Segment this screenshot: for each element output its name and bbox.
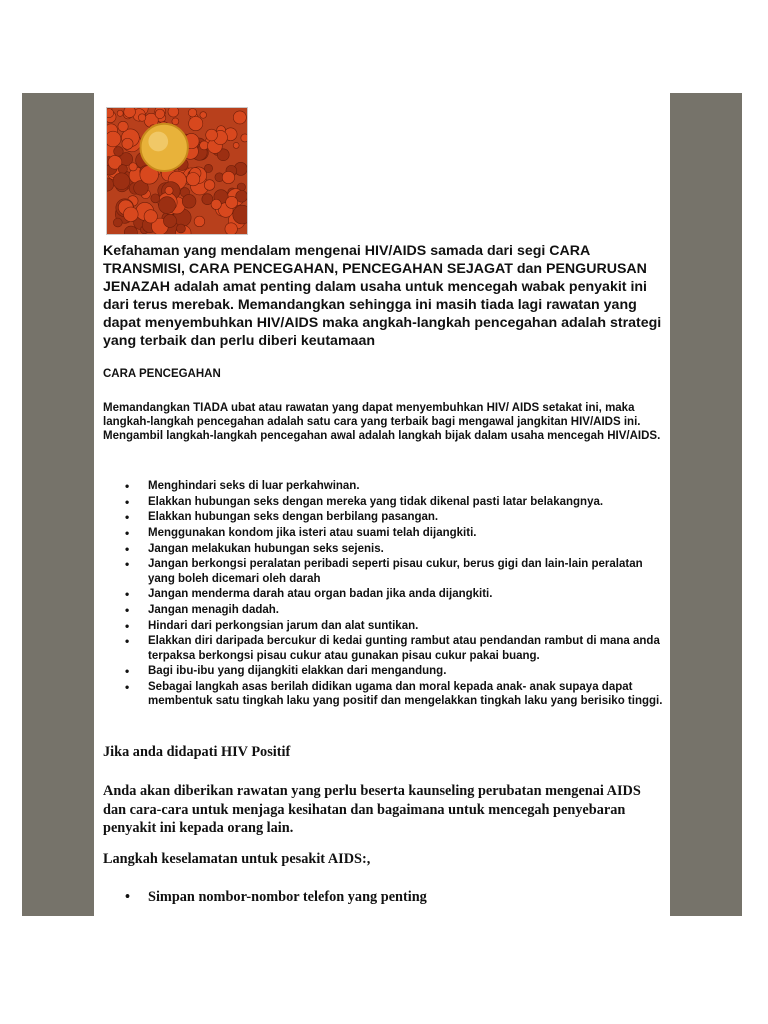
hiv-positive-paragraph: Anda akan diberikan rawatan yang perlu beserta kaunseling perubatan mengenai AIDS dan cara-cara untuk menjaga kesihatan dan bagaimana untuk mencegah penyebaran penyakit ini kepada orang lain. bbox=[103, 783, 641, 836]
hiv-positive-heading: Jika anda didapati HIV Positif bbox=[103, 744, 291, 760]
list-item: • Elakkan diri daripada bercukur di kedai gunting rambut atau pendandan rambut di mana anda terpaksa berkongsi pisau cukur atau gunakan pisau cukur pakai buang. bbox=[123, 634, 663, 663]
prevention-paragraph: Memandangkan TIADA ubat atau rawatan yang dapat menyembuhkan HIV/ AIDS setakat ini, maka langkah-langkah pencegahan adalah satu cara yang terbaik bagi mengawal jangkitan HIV/AIDS ini. Mengambil langkah-langkah pencegahan awal adalah langkah bijak dalam usaha mencegah HIV/AIDS. bbox=[103, 402, 661, 443]
list-item: • Elakkan hubungan seks dengan mereka yang tidak dikenal pasti latar belakangnya. bbox=[123, 495, 663, 509]
prevention-list bbox=[123, 479, 663, 710]
list-item: • Menghindari seks di luar perkahwinan. bbox=[123, 479, 663, 493]
safety-steps-heading: Langkah keselamatan untuk pesakit AIDS:, bbox=[103, 851, 371, 867]
list-item: • Menggunakan kondom jika isteri atau suami telah dijangkiti. bbox=[123, 526, 663, 540]
list-item: • Jangan menderma darah atau organ badan jika anda dijangkiti. bbox=[123, 587, 663, 601]
virus-microscopy-image bbox=[106, 107, 248, 235]
list-item: • Simpan nombor-nombor telefon yang penting bbox=[123, 888, 427, 906]
right-margin-bar bbox=[670, 93, 742, 916]
list-item: • Jangan berkongsi peralatan peribadi seperti pisau cukur, berus gigi dan lain-lain peralatan yang boleh dicemari oleh darah bbox=[123, 557, 663, 586]
list-item: • Jangan melakukan hubungan seks sejenis. bbox=[123, 542, 663, 556]
list-item: • Elakkan hubungan seks dengan berbilang pasangan. bbox=[123, 510, 663, 524]
left-margin-bar bbox=[22, 93, 94, 916]
list-item: • Hindari dari perkongsian jarum dan alat suntikan. bbox=[123, 619, 663, 633]
list-item: • Bagi ibu-ibu yang dijangkiti elakkan dari mengandung. bbox=[123, 664, 663, 678]
document-page bbox=[94, 93, 670, 916]
section-heading-prevention: CARA PENCEGAHAN bbox=[103, 368, 221, 380]
list-item: • Jangan menagih dadah. bbox=[123, 603, 663, 617]
intro-paragraph: Kefahaman yang mendalam mengenai HIV/AIDS samada dari segi CARA TRANSMISI, CARA PENCEGAHAN, PENCEGAHAN SEJAGAT dan PENGURUSAN JENAZAH adalah amat penting dalam usaha untuk mencegah wabak penyakit ini dari terus merebak. Memandangkan sehingga ini masih tiada lagi rawatan yang dapat menyembuhkan HIV/AIDS maka angkah-langkah pencegahan adalah strategi yang terbaik dan perlu diberi keutamaan bbox=[103, 243, 662, 349]
list-item: • Sebagai langkah asas berilah didikan ugama dan moral kepada anak- anak supaya dapat membentuk satu tingkah laku yang positif dan mengelakkan tingkah laku yang berisiko tinggi. bbox=[123, 680, 663, 709]
safety-list bbox=[123, 888, 427, 906]
